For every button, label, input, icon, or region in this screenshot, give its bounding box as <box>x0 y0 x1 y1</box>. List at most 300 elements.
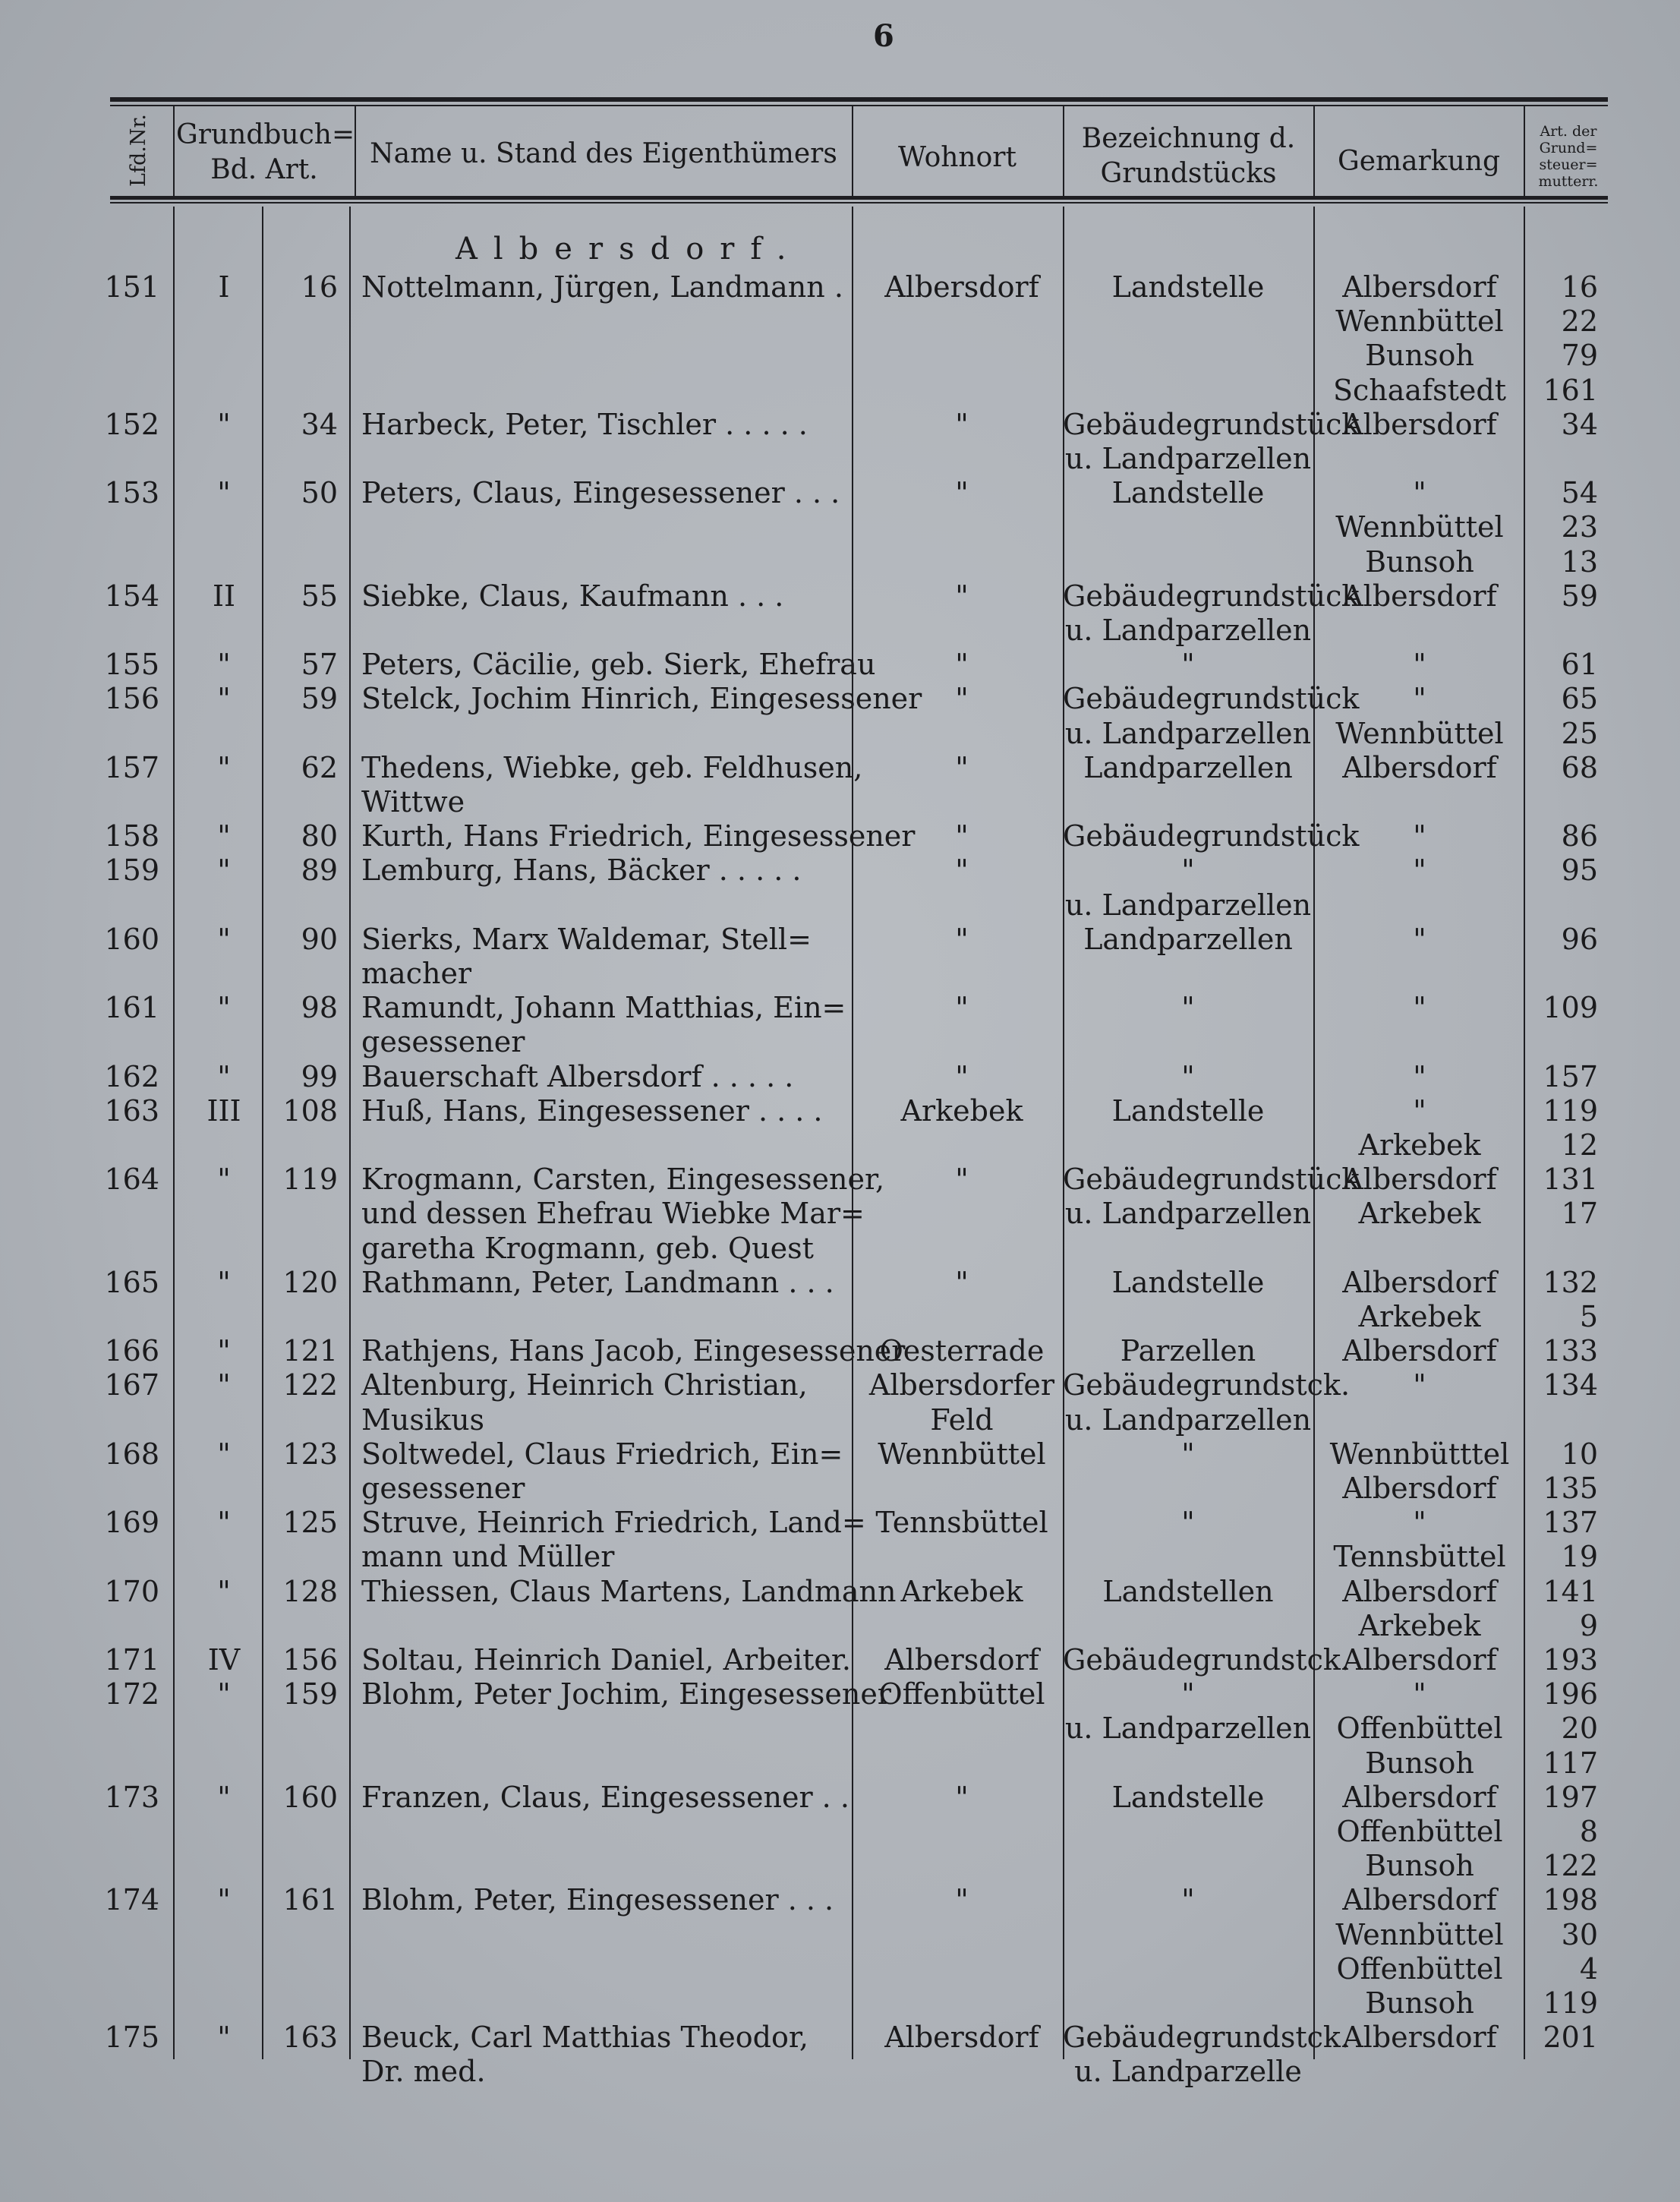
wohnort-cell: Arkebek <box>900 1094 1023 1128</box>
owner-name-cell: Altenburg, Heinrich Christian, <box>361 1368 808 1402</box>
grundsteuer-art-cell: 193 <box>1543 1643 1598 1677</box>
band-cell: " <box>217 1575 231 1608</box>
table-row <box>0 888 1680 923</box>
header-bottom-rule-thin <box>110 202 1608 203</box>
owner-name-cell: Huß, Hans, Eingesessener . . . . <box>361 1094 823 1128</box>
bezeichnung-cell: Gebäudegrundstück <box>1063 408 1360 441</box>
table-row <box>0 819 1680 853</box>
bezeichnung-cell: Gebäudegrundstück <box>1063 1163 1360 1196</box>
artikel-cell: 80 <box>301 819 338 853</box>
wohnort-cell: " <box>955 1266 969 1299</box>
bezeichnung-cell: " <box>1181 991 1195 1024</box>
artikel-cell: 156 <box>282 1643 338 1677</box>
band-cell: " <box>217 1781 231 1814</box>
owner-name-cell: Nottelmann, Jürgen, Landmann . <box>361 270 843 304</box>
lfd-nr-cell: 156 <box>104 682 159 715</box>
grundsteuer-art-cell: 132 <box>1543 1266 1598 1299</box>
wohnort-cell: Feld <box>930 1403 994 1437</box>
artikel-cell: 123 <box>282 1437 338 1471</box>
grundsteuer-art-cell: 10 <box>1561 1437 1598 1471</box>
lfd-nr-cell: 163 <box>104 1094 159 1128</box>
grundsteuer-art-cell: 23 <box>1561 510 1598 544</box>
bezeichnung-cell: Landstellen <box>1102 1575 1274 1608</box>
header-bezeichnung-line2: Grundstücks <box>1100 158 1277 189</box>
gemarkung-cell: Albersdorf <box>1342 1334 1497 1368</box>
gemarkung-cell: Albersdorf <box>1342 1472 1497 1505</box>
bezeichnung-cell: Gebäudegrundstück <box>1063 682 1360 715</box>
gemarkung-cell: Albersdorf <box>1342 1781 1497 1814</box>
gemarkung-cell: Wennbüttel <box>1335 510 1504 544</box>
gemarkung-cell: " <box>1413 853 1426 887</box>
header-bottom-rule <box>110 196 1608 200</box>
table-row <box>0 270 1680 304</box>
lfd-nr-cell: 151 <box>104 270 159 304</box>
table-row <box>0 407 1680 442</box>
bezeichnung-cell: u. Landparzellen <box>1064 888 1312 922</box>
grundsteuer-art-cell: 161 <box>1543 374 1598 407</box>
table-row <box>0 647 1680 682</box>
wohnort-cell: " <box>955 408 969 441</box>
owner-name-cell: Rathmann, Peter, Landmann . . . <box>361 1266 834 1299</box>
grundsteuer-art-cell: 133 <box>1543 1334 1598 1368</box>
owner-name-cell: Blohm, Peter Jochim, Eingesessener <box>361 1677 891 1711</box>
gemarkung-cell: Arkebek <box>1358 1197 1481 1230</box>
table-row <box>0 1574 1680 1609</box>
artikel-cell: 90 <box>301 923 338 956</box>
grundsteuer-art-cell: 198 <box>1543 1883 1598 1916</box>
gemarkung-cell: Bunsoh <box>1365 1746 1474 1780</box>
band-cell: " <box>217 923 231 956</box>
band-cell: " <box>217 476 231 509</box>
grundsteuer-art-cell: 12 <box>1561 1128 1598 1162</box>
band-cell: " <box>217 819 231 853</box>
lfd-nr-cell: 174 <box>104 1883 159 1916</box>
wohnort-cell: Albersdorfer <box>868 1368 1055 1402</box>
band-cell: " <box>217 1677 231 1711</box>
owner-name-cell: garetha Krogmann, geb. Quest <box>361 1232 814 1265</box>
owner-name-cell: gesessener <box>361 1025 525 1058</box>
wohnort-cell: Albersdorf <box>884 2021 1039 2054</box>
wohnort-cell: " <box>955 923 969 956</box>
owner-name-cell: Blohm, Peter, Eingesessener . . . <box>361 1883 834 1916</box>
artikel-cell: 62 <box>301 751 338 784</box>
bezeichnung-cell: u. Landparzellen <box>1064 1711 1312 1745</box>
bezeichnung-cell: Landstelle <box>1111 1781 1265 1814</box>
grundsteuer-art-cell: 196 <box>1543 1677 1598 1711</box>
band-cell: " <box>217 2021 231 2054</box>
gemarkung-cell: " <box>1413 1506 1426 1539</box>
grundsteuer-art-cell: 117 <box>1543 1746 1598 1780</box>
bezeichnung-cell: Landparzellen <box>1083 751 1293 784</box>
grundsteuer-art-cell: 197 <box>1543 1781 1598 1814</box>
gemarkung-cell: " <box>1413 1094 1426 1128</box>
table-row <box>0 509 1680 544</box>
grundsteuer-art-cell: 119 <box>1543 1094 1598 1128</box>
band-cell: " <box>217 853 231 887</box>
table-row <box>0 1299 1680 1334</box>
bezeichnung-cell: " <box>1181 1506 1195 1539</box>
grundsteuer-art-cell: 20 <box>1561 1711 1598 1745</box>
band-cell: " <box>217 1060 231 1093</box>
bezeichnung-cell: Gebäudegrundstck. <box>1063 2021 1351 2054</box>
artikel-cell: 122 <box>282 1368 338 1402</box>
grundsteuer-art-cell: 30 <box>1561 1918 1598 1951</box>
table-row <box>0 579 1680 614</box>
wohnort-cell: " <box>955 1163 969 1196</box>
grundsteuer-art-cell: 16 <box>1561 270 1598 304</box>
artikel-cell: 120 <box>282 1266 338 1299</box>
page-number: 6 <box>873 18 894 54</box>
lfd-nr-cell: 168 <box>104 1437 159 1471</box>
band-cell: " <box>217 1883 231 1916</box>
gemarkung-cell: Albersdorf <box>1342 270 1497 304</box>
wohnort-cell: " <box>955 819 969 853</box>
table-row <box>0 1265 1680 1300</box>
lfd-nr-cell: 158 <box>104 819 159 853</box>
gemarkung-cell: Offenbüttel <box>1336 1711 1503 1745</box>
table-row <box>0 1059 1680 1094</box>
bezeichnung-cell: " <box>1181 1883 1195 1916</box>
grundsteuer-art-cell: 9 <box>1579 1609 1598 1642</box>
lfd-nr-cell: 152 <box>104 408 159 441</box>
table-row <box>0 1608 1680 1643</box>
header-art-line3: steuer= <box>1539 156 1598 173</box>
owner-name-cell: macher <box>361 957 472 990</box>
table-row <box>0 716 1680 751</box>
header-art-line2: Grund= <box>1539 140 1598 156</box>
gemarkung-cell: Arkebek <box>1358 1300 1481 1333</box>
band-cell: " <box>217 1368 231 1402</box>
gemarkung-cell: Bunsoh <box>1365 1849 1474 1882</box>
table-row <box>0 373 1680 408</box>
owner-name-cell: Peters, Cäcilie, geb. Sierk, Ehefrau <box>361 648 876 681</box>
band-cell: III <box>206 1094 241 1128</box>
table-row <box>0 990 1680 1025</box>
owner-name-cell: Dr. med. <box>361 2055 486 2088</box>
bezeichnung-cell: Landstelle <box>1111 270 1265 304</box>
gemarkung-cell: " <box>1413 682 1426 715</box>
grundsteuer-art-cell: 86 <box>1561 819 1598 853</box>
grundsteuer-art-cell: 25 <box>1561 717 1598 750</box>
grundsteuer-art-cell: 19 <box>1561 1540 1598 1573</box>
grundsteuer-art-cell: 96 <box>1561 923 1598 956</box>
artikel-cell: 160 <box>282 1781 338 1814</box>
artikel-cell: 16 <box>301 270 338 304</box>
bezeichnung-cell: Landstelle <box>1111 1266 1265 1299</box>
wohnort-cell: Albersdorf <box>884 1643 1039 1677</box>
gemarkung-cell: Wennbütttel <box>1329 1437 1510 1471</box>
owner-name-cell: und dessen Ehefrau Wiebke Mar= <box>361 1197 865 1230</box>
table-row <box>0 1780 1680 1815</box>
lfd-nr-cell: 167 <box>104 1368 159 1402</box>
table-row <box>0 1711 1680 1746</box>
gemarkung-cell: Albersdorf <box>1342 2021 1497 2054</box>
gemarkung-cell: Schaafstedt <box>1332 374 1507 407</box>
bezeichnung-cell: " <box>1181 1437 1195 1471</box>
header-name: Name u. Stand des Eigenthümers <box>370 138 837 169</box>
owner-name-cell: Soltwedel, Claus Friedrich, Ein= <box>361 1437 843 1471</box>
lfd-nr-cell: 160 <box>104 923 159 956</box>
bezeichnung-cell: Gebäudegrundstck. <box>1063 1643 1351 1677</box>
grundsteuer-art-cell: 134 <box>1543 1368 1598 1402</box>
grundsteuer-art-cell: 8 <box>1579 1815 1598 1848</box>
wohnort-cell: Arkebek <box>900 1575 1023 1608</box>
artikel-cell: 163 <box>282 2021 338 2054</box>
table-row <box>0 1231 1680 1266</box>
wohnort-cell: " <box>955 579 969 613</box>
owner-name-cell: mann und Müller <box>361 1540 615 1573</box>
band-cell: " <box>217 408 231 441</box>
bezeichnung-cell: u. Landparzellen <box>1064 1403 1312 1437</box>
grundsteuer-art-cell: 135 <box>1543 1472 1598 1505</box>
gemarkung-cell: Albersdorf <box>1342 1163 1497 1196</box>
grundsteuer-art-cell: 79 <box>1561 339 1598 372</box>
grundsteuer-art-cell: 137 <box>1543 1506 1598 1539</box>
gemarkung-cell: Wennbüttel <box>1335 717 1504 750</box>
table-row <box>0 1402 1680 1437</box>
bezeichnung-cell: Landstelle <box>1111 1094 1265 1128</box>
table-row <box>0 1162 1680 1197</box>
table-row <box>0 1024 1680 1059</box>
table-row <box>0 475 1680 510</box>
bezeichnung-cell: " <box>1181 1677 1195 1711</box>
table-row <box>0 1437 1680 1472</box>
artikel-cell: 57 <box>301 648 338 681</box>
header-bezeichnung-line1: Bezeichnung d. <box>1081 123 1296 154</box>
table-row <box>0 304 1680 339</box>
owner-name-cell: Soltau, Heinrich Daniel, Arbeiter. <box>361 1643 851 1677</box>
wohnort-cell: " <box>955 1060 969 1093</box>
lfd-nr-cell: 171 <box>104 1643 159 1677</box>
header-lfd-nr: Lfd.Nr. <box>127 114 150 187</box>
lfd-nr-cell: 161 <box>104 991 159 1024</box>
gemarkung-cell: " <box>1413 476 1426 509</box>
lfd-nr-cell: 155 <box>104 648 159 681</box>
gemarkung-cell: Albersdorf <box>1342 1883 1497 1916</box>
header-art-grundsteuer <box>1526 123 1611 190</box>
bezeichnung-cell: Landstelle <box>1111 476 1265 509</box>
bezeichnung-cell: u. Landparzellen <box>1064 717 1312 750</box>
artikel-cell: 119 <box>282 1163 338 1196</box>
bezeichnung-cell: u. Landparzellen <box>1064 614 1312 647</box>
wohnort-cell: " <box>955 1883 969 1916</box>
owner-name-cell: Wittwe <box>361 785 465 819</box>
lfd-nr-cell: 166 <box>104 1334 159 1368</box>
table-row <box>0 1642 1680 1677</box>
grundsteuer-art-cell: 5 <box>1579 1300 1598 1333</box>
gemarkung-cell: Offenbüttel <box>1336 1952 1503 1986</box>
table-row <box>0 1093 1680 1128</box>
table-row <box>0 1333 1680 1368</box>
gemarkung-cell: Offenbüttel <box>1336 1815 1503 1848</box>
band-cell: " <box>217 751 231 784</box>
table-row <box>0 1986 1680 2021</box>
table-row <box>0 1814 1680 1849</box>
wohnort-cell: Oesterrade <box>879 1334 1045 1368</box>
table-row <box>0 784 1680 819</box>
grundsteuer-art-cell: 22 <box>1561 304 1598 338</box>
bezeichnung-cell: Parzellen <box>1120 1334 1256 1368</box>
wohnort-cell: Wennbüttel <box>878 1437 1046 1471</box>
table-row <box>0 956 1680 991</box>
owner-name-cell: Franzen, Claus, Eingesessener . . <box>361 1781 849 1814</box>
header-grundbuch-line1: Grundbuch= <box>176 119 355 150</box>
band-cell: I <box>218 270 230 304</box>
header-grundbuch-line2: Bd. Art. <box>210 154 318 185</box>
band-cell: " <box>217 1266 231 1299</box>
grundsteuer-art-cell: 201 <box>1543 2021 1598 2054</box>
header-grundbuch <box>176 118 355 188</box>
header-wohnort: Wohnort <box>898 142 1017 173</box>
lfd-nr-cell: 157 <box>104 751 159 784</box>
lfd-nr-cell: 164 <box>104 1163 159 1196</box>
artikel-cell: 121 <box>282 1334 338 1368</box>
grundsteuer-art-cell: 157 <box>1543 1060 1598 1093</box>
artikel-cell: 108 <box>282 1094 338 1128</box>
grundsteuer-art-cell: 119 <box>1543 1986 1598 2020</box>
artikel-cell: 99 <box>301 1060 338 1093</box>
gemarkung-cell: Albersdorf <box>1342 1266 1497 1299</box>
band-cell: " <box>217 991 231 1024</box>
header-divider <box>1524 106 1525 196</box>
owner-name-cell: Peters, Claus, Eingesessener . . . <box>361 476 840 509</box>
table-row <box>0 613 1680 648</box>
table-row <box>0 1917 1680 1952</box>
gemarkung-cell: Arkebek <box>1358 1128 1481 1162</box>
gemarkung-cell: Albersdorf <box>1342 751 1497 784</box>
gemarkung-cell: " <box>1413 991 1426 1024</box>
lfd-nr-cell: 162 <box>104 1060 159 1093</box>
header-divider <box>1063 106 1064 196</box>
wohnort-cell: " <box>955 751 969 784</box>
header-divider <box>355 106 356 196</box>
table-row <box>0 1505 1680 1540</box>
wohnort-cell: " <box>955 476 969 509</box>
owner-name-cell: Struve, Heinrich Friedrich, Land= <box>361 1506 866 1539</box>
grundsteuer-art-cell: 59 <box>1561 579 1598 613</box>
lfd-nr-cell: 175 <box>104 2021 159 2054</box>
artikel-cell: 50 <box>301 476 338 509</box>
bezeichnung-cell: Gebäudegrundstck. <box>1063 1368 1351 1402</box>
owner-name-cell: Krogmann, Carsten, Eingesessener, <box>361 1163 885 1196</box>
wohnort-cell: Tennsbüttel <box>875 1506 1048 1539</box>
artikel-cell: 125 <box>282 1506 338 1539</box>
owner-name-cell: Stelck, Jochim Hinrich, Eingesessener <box>361 682 922 715</box>
band-cell: " <box>217 1163 231 1196</box>
grundsteuer-art-cell: 122 <box>1543 1849 1598 1882</box>
artikel-cell: 159 <box>282 1677 338 1711</box>
table-row <box>0 681 1680 716</box>
table-row <box>0 1746 1680 1781</box>
gemarkung-cell: Bunsoh <box>1365 339 1474 372</box>
table-row <box>0 1196 1680 1231</box>
bezeichnung-cell: Landparzellen <box>1083 923 1293 956</box>
lfd-nr-cell: 159 <box>104 853 159 887</box>
wohnort-cell: Albersdorf <box>884 270 1039 304</box>
band-cell: " <box>217 1334 231 1368</box>
gemarkung-cell: " <box>1413 819 1426 853</box>
lfd-nr-cell: 172 <box>104 1677 159 1711</box>
table-row <box>0 441 1680 476</box>
wohnort-cell: " <box>955 1781 969 1814</box>
owner-name-cell: Ramundt, Johann Matthias, Ein= <box>361 991 846 1024</box>
lfd-nr-cell: 154 <box>104 579 159 613</box>
band-cell: II <box>212 579 236 613</box>
grundsteuer-art-cell: 13 <box>1561 545 1598 579</box>
gemarkung-cell: Bunsoh <box>1365 545 1474 579</box>
artikel-cell: 98 <box>301 991 338 1024</box>
lfd-nr-cell: 165 <box>104 1266 159 1299</box>
header-divider <box>173 106 175 196</box>
band-cell: " <box>217 1437 231 1471</box>
wohnort-cell: " <box>955 682 969 715</box>
table-row <box>0 1368 1680 1402</box>
grundsteuer-art-cell: 34 <box>1561 408 1598 441</box>
gemarkung-cell: " <box>1413 648 1426 681</box>
wohnort-cell: " <box>955 991 969 1024</box>
bezeichnung-cell: u. Landparzellen <box>1064 442 1312 475</box>
owner-name-cell: Musikus <box>361 1403 485 1437</box>
gemarkung-cell: " <box>1413 1368 1426 1402</box>
bezeichnung-cell: " <box>1181 1060 1195 1093</box>
artikel-cell: 55 <box>301 579 338 613</box>
gemarkung-cell: Wennbüttel <box>1335 304 1504 338</box>
owner-name-cell: Siebke, Claus, Kaufmann . . . <box>361 579 784 613</box>
bezeichnung-cell: u. Landparzelle <box>1074 2055 1302 2088</box>
grundsteuer-art-cell: 68 <box>1561 751 1598 784</box>
owner-name-cell: Harbeck, Peter, Tischler . . . . . <box>361 408 808 441</box>
lfd-nr-cell: 169 <box>104 1506 159 1539</box>
table-row <box>0 2020 1680 2055</box>
grundsteuer-art-cell: 95 <box>1561 853 1598 887</box>
owner-name-cell: Thiessen, Claus Martens, Landmann <box>361 1575 897 1608</box>
gemarkung-cell: Albersdorf <box>1342 579 1497 613</box>
gemarkung-cell: " <box>1413 1060 1426 1093</box>
bezeichnung-cell: Gebäudegrundstück <box>1063 579 1360 613</box>
lfd-nr-cell: 170 <box>104 1575 159 1608</box>
header-divider <box>1313 106 1315 196</box>
header-art-line4: mutterr. <box>1538 173 1599 190</box>
table-row <box>0 853 1680 888</box>
table-row <box>0 1882 1680 1917</box>
grundsteuer-art-cell: 61 <box>1561 648 1598 681</box>
table-row <box>0 544 1680 579</box>
table-row <box>0 2054 1680 2089</box>
gemarkung-cell: " <box>1413 923 1426 956</box>
owner-name-cell: Sierks, Marx Waldemar, Stell= <box>361 923 812 956</box>
owner-name-cell: gesessener <box>361 1472 525 1505</box>
header-art-line1: Art. der <box>1540 123 1597 140</box>
table-row <box>0 1848 1680 1883</box>
gemarkung-cell: Albersdorf <box>1342 1575 1497 1608</box>
lfd-nr-cell: 173 <box>104 1781 159 1814</box>
header-top-rule-thin <box>110 105 1608 106</box>
table-row <box>0 1471 1680 1506</box>
header-gemarkung: Gemarkung <box>1337 146 1501 177</box>
artikel-cell: 128 <box>282 1575 338 1608</box>
wohnort-cell: " <box>955 853 969 887</box>
bezeichnung-cell: " <box>1181 648 1195 681</box>
band-cell: " <box>217 682 231 715</box>
artikel-cell: 89 <box>301 853 338 887</box>
owner-name-cell: Rathjens, Hans Jacob, Eingesessener <box>361 1334 906 1368</box>
gemarkung-cell: Albersdorf <box>1342 1643 1497 1677</box>
table-row <box>0 338 1680 373</box>
table-row <box>0 1951 1680 1986</box>
wohnort-cell: Offenbüttel <box>878 1677 1045 1711</box>
band-cell: " <box>217 1506 231 1539</box>
owner-name-cell: Bauerschaft Albersdorf . . . . . <box>361 1060 794 1093</box>
